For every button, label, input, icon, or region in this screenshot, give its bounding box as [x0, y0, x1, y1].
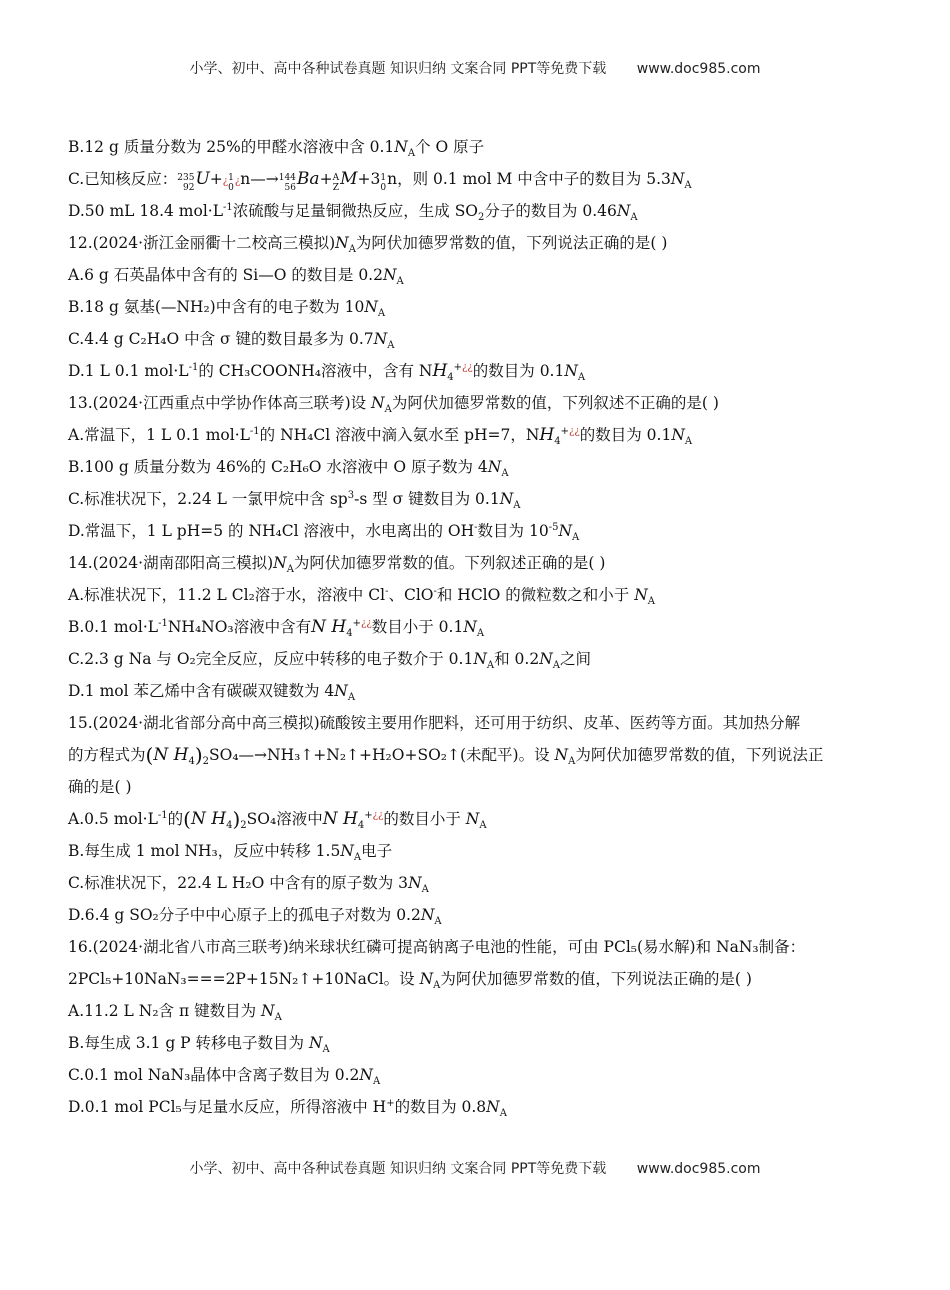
q15-option-a: A.0.5 $mol\cdot L^{-1}$的(N $H_4)_2SO_4$溶液中N $H_4^{+¿¿}$的数目小于 $N_A$: [68, 807, 487, 832]
q13-option-a: A.常温下，1 L 0.1 $mol\cdot L^{-1}$的 NH₄Cl 溶液中滴入氨水至 pH=7，$NH_4^{+¿¿}$的数目为 $0.1N_A$: [68, 425, 693, 448]
q12-option-a: A.6 g 石英晶体中含有的 Si—O 的数目是 $0.2N_A$: [68, 266, 404, 288]
q14-title: 14.(2024·湖南邵阳高三模拟)$N_A$为阿伏加德罗常数的值。下列叙述正确的是( ): [68, 554, 606, 576]
q14-option-b: B.0.1 $mol\cdot L^{-1}NH_4NO_3$溶液中含有N $H_4^{+¿¿}$数目小于 $0.1N_A$: [68, 617, 485, 640]
header-text: 小学、初中、高中各种试卷真题 知识归纳 文案合同 PPT等免费下载: [189, 61, 607, 77]
nuclide-ba: 144 56: [278, 173, 296, 193]
nuclide-u: 235 92: [177, 173, 195, 193]
q14-option-c: C.2.3 g Na 与 O₂完全反应，反应中转移的电子数介于 $0.1N_A$和 $0.2N_A$之间: [68, 650, 592, 672]
q12-option-d: D.1 L 0.1 $mol\cdot L^{-1}$的 CH₃COONH₄溶液中，含有 $NH_4^{+¿¿}$的数目为 $0.1N_A$: [68, 361, 586, 384]
q13-option-b: B.100 g 质量分数为 46%的 C₂H₆O 水溶液中 O 原子数为 $4N_A$: [68, 458, 509, 480]
q16-option-d: D.0.1 mol PCl₅与足量水反应，所得溶液中 H+的数目为 $0.8N_A$: [68, 1097, 507, 1120]
q16-option-c: C.0.1 mol NaN₃晶体中含离子数目为 $0.2N_A$: [68, 1066, 381, 1088]
q11-option-c: C.已知核反应：235 92U+¿1 0¿n—→144 56Ba+A ZM+31 0n，则 0.1 mol M 中含中子的数目为 $5.3N_A$: [68, 169, 692, 193]
q11-option-b: B.12 g 质量分数为 25%的甲醛水溶液中含 $0.1N_A$个 O 原子: [68, 138, 485, 160]
q16-option-a: A.11.2 L N₂含 π 键数目为 $N_A$: [68, 1002, 282, 1024]
q14-option-d: D.1 mol 苯乙烯中含有碳碳双键数为 $4N_A$: [68, 682, 356, 704]
footer-site-link[interactable]: www.doc985.com: [636, 1161, 761, 1177]
q11-option-d: D.50 mL 18.4 $mol\cdot L^{-1}$浓硫酸与足量铜微热反应，生成 $SO_2$分子的数目为 $0.46N_A$: [68, 201, 638, 224]
page-header: [0, 58, 950, 78]
q15-option-c: C.标准状况下，22.4 L H₂O 中含有的原子数为 $3N_A$: [68, 874, 429, 896]
q12-option-b: B.18 g 氨基(—NH₂)中含有的电子数为 $10N_A$: [68, 298, 386, 320]
footer-text: 小学、初中、高中各种试卷真题 知识归纳 文案合同 PPT等免费下载: [189, 1161, 607, 1177]
q16-option-b: B.每生成 3.1 g P 转移电子数目为 $N_A$: [68, 1034, 330, 1056]
q12-option-c: C.4.4 g C₂H₄O 中含 σ 键的数目最多为 $0.7N_A$: [68, 330, 395, 352]
q14-option-a: A.标准状况下，11.2 L Cl₂溶于水，溶液中 Cl-、ClO-和 HClO 的微粒数之和小于 $N_A$: [68, 585, 655, 608]
q15-option-b: B.每生成 1 mol NH₃，反应中转移 $1.5N_A$电子: [68, 842, 393, 864]
header-site-link[interactable]: www.doc985.com: [636, 61, 761, 77]
page-footer: [0, 1158, 950, 1178]
q13-option-d: D.常温下，1 L pH=5 的 NH₄Cl 溶液中，水电离出的 OH-数目为 $10^{-5}N_A$: [68, 521, 580, 544]
q13-option-c: C.标准状况下，2.24 L 一氯甲烷中含 $sp^3-s$ 型 σ 键数目为 $0.1N_A$: [68, 489, 521, 512]
q15-title-line1: 15.(2024·湖北省部分高中高三模拟)硫酸铵主要用作肥料，还可用于纺织、皮革、医药等方面。其加热分解: [68, 714, 801, 732]
document-body: [68, 131, 888, 1123]
q13-title: 13.(2024·江西重点中学协作体高三联考)设 $N_A$为阿伏加德罗常数的值，下列叙述不正确的是( ): [68, 394, 719, 416]
q16-title-line2: 2PCl₅+10NaN₃===2P+15N₂↑+10NaCl。设 $N_A$为阿伏加德罗常数的值，下列说法正确的是( ): [68, 970, 752, 992]
q15-option-d: D.6.4 g SO₂分子中中心原子上的孤电子对数为 $0.2N_A$: [68, 906, 442, 928]
q16-title-line1: 16.(2024·湖北省八市高三联考)纳米球状红磷可提高钠离子电池的性能，可由 PCl₅(易水解)和 NaN₃制备：: [68, 938, 806, 956]
nuclide-m: A Z: [332, 173, 340, 193]
q15-title-line2: 的方程式为(N $H_4)_2SO_4—\to NH_3↑+N_2↑+H_2O+SO_2↑$(未配平)。设 $N_A$为阿伏加德罗常数的值，下列说法正: [68, 743, 824, 768]
q12-title: 12.(2024·浙江金丽衢十二校高三模拟)$N_A$为阿伏加德罗常数的值，下列说法正确的是( ): [68, 234, 668, 256]
q15-title-line3: 确的是( ): [68, 778, 132, 796]
